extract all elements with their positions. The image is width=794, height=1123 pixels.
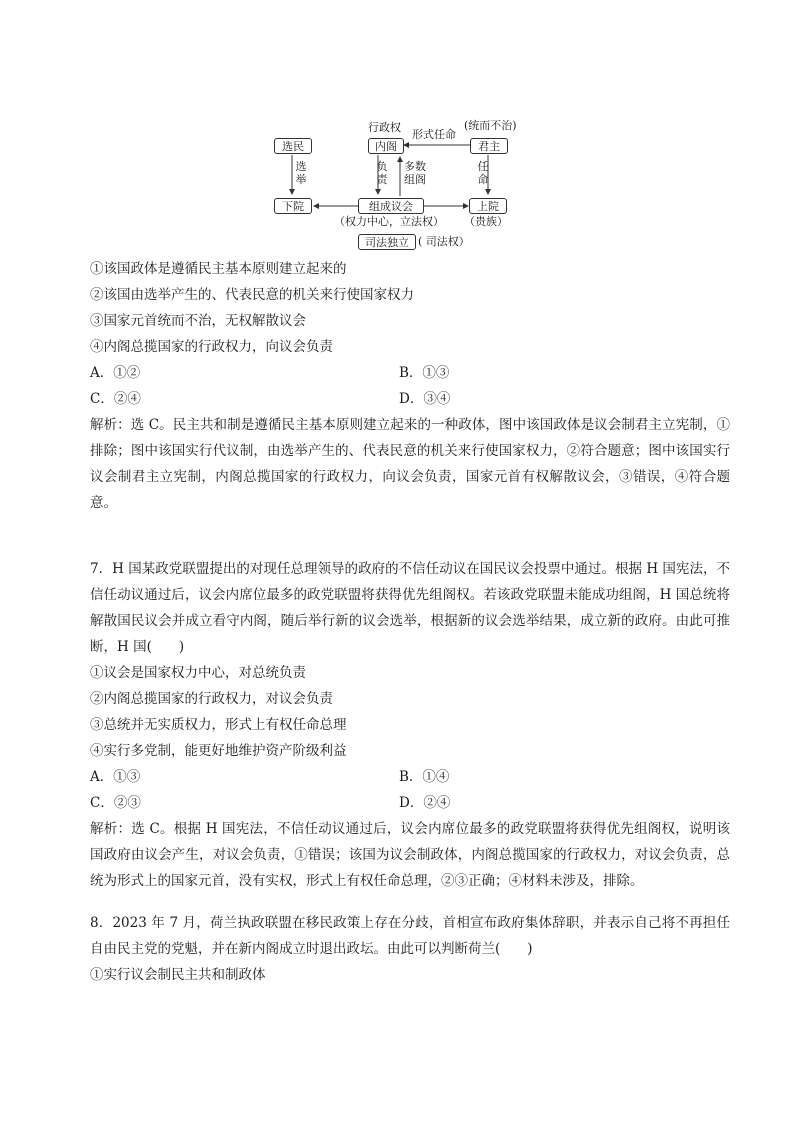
q8-item: ①实行议会制民主共和制政体 [90,967,266,983]
formal-appoint-label: 形式任命 [412,128,456,141]
majority-forms-label: 多数组阁 [404,160,426,186]
q6-options-row-2 [90,386,730,412]
voters-box: 选民 [274,138,312,154]
q7-option-d[interactable]: D．②④ [399,795,451,811]
q6-option-c[interactable]: C．②④ [90,391,141,407]
q6-option-d[interactable]: D．③④ [399,391,451,407]
executive-power-label: 行政权 [368,121,401,134]
q6-option-b[interactable]: B．①③ [399,365,450,381]
lower-house-box: 下院 [274,198,312,214]
q6-options-row-1 [90,360,730,386]
q6-block [90,256,730,516]
q7-option-b[interactable]: B．①④ [399,769,450,785]
q8-block [90,910,730,988]
judicial-power-label: ( 司法权） [418,235,470,248]
responsible-label: 负责 [376,160,388,186]
q7-item: ①议会是国家权力中心，对总统负责 [90,665,306,681]
parliament-box: 组成议会 [358,198,424,214]
q7-item: ②内阁总揽国家的行政权力，对议会负责 [90,691,333,707]
judiciary-box: 司法独立 [358,234,416,250]
political-system-diagram [262,114,542,254]
q7-item: ③总统并无实质权力，形式上有权任命总理 [90,717,347,733]
q8-stem: 8．2023 年 7 月，荷兰执政联盟在移民政策上存在分歧，首相宣布政府集体辞职，并表示自己将不再担任自由民主党的党魁，并在新内阁成立时退出政坛。由此可以判断荷兰( ) [90,915,730,957]
reign-not-rule-label: (统而不治) [464,119,517,132]
q7-options-row-1 [90,764,730,790]
elect-label: 选举 [295,160,307,186]
monarch-box: 君主 [470,138,508,154]
q7-analysis: 解析：选 C。根据 H 国宪法，不信任动议通过后，议会内席位最多的政党联盟将获得优先组阁权，说明该国政府由议会产生，对议会负责，①错误；该国为议会制政体，内阁总揽国家的行政权力，对议会负责，总统为形式上的国家元首，没有实权，形式上有权任命总理，②③正确；④材料未涉及，排除。 [90,821,730,889]
q6-item: ③国家元首统而不治，无权解散议会 [90,313,306,329]
q7-block [90,556,730,894]
q6-analysis: 解析：选 C。民主共和制是遵循民主基本原则建立起来的一种政体，图中该国政体是议会制君主立宪制，①排除；图中该国实行代议制，由选举产生的、代表民意的机关来行使国家权力，②符合题意；图中该国实行议会制君主立宪制，内阁总揽国家的行政权力，向议会负责，国家元首有权解散议会，③错误，④符合题意。 [90,417,730,511]
appoint-label: 任命 [477,160,489,186]
q6-option-a[interactable]: A．①② [90,365,141,381]
power-center-label: （权力中心，立法权） [334,215,444,228]
q6-item: ①该国政体是遵循民主基本原则建立起来的 [90,261,347,277]
q6-item: ②该国由选举产生的、代表民意的机关来行使国家权力 [90,287,414,303]
q7-options-row-2 [90,790,730,816]
q7-stem: 7．H 国某政党联盟提出的对现任总理领导的政府的不信任动议在国民议会投票中通过。根据 H 国宪法，不信任动议通过后，议会内席位最多的政党联盟将获得优先组阁权。若该政党联盟未能成功组阁，H 国总统将解散国民议会并成立看守内阁，随后举行新的议会选举，根据新的议会选举结果，成立新的政府。由此可推断，H 国( ) [90,561,730,655]
upper-house-box: 上院 [469,198,507,214]
nobles-label: （贵族） [464,215,508,228]
q7-option-a[interactable]: A．①③ [90,769,141,785]
q7-option-c[interactable]: C．②③ [90,795,141,811]
cabinet-box: 内阁 [368,138,404,154]
q6-item: ④内阁总揽国家的行政权力，向议会负责 [90,339,333,355]
q7-item: ④实行多党制，能更好地维护资产阶级利益 [90,743,347,759]
